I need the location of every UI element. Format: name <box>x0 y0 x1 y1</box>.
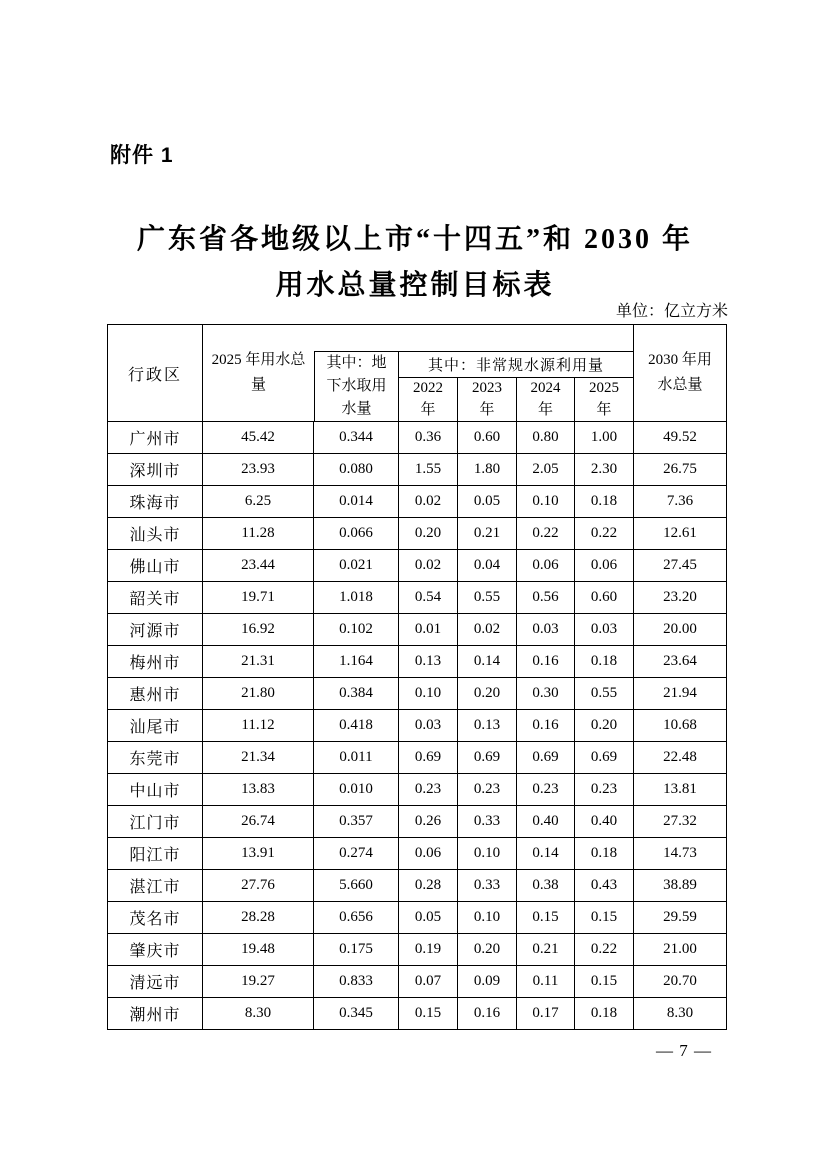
cell-y2025: 1.00 <box>575 422 634 454</box>
cell-y2023: 0.20 <box>458 678 517 710</box>
cell-y2023: 0.05 <box>458 486 517 518</box>
cell-total-2030: 49.52 <box>634 422 727 454</box>
cell-region: 韶关市 <box>108 582 203 614</box>
cell-total-2030: 8.30 <box>634 998 727 1030</box>
cell-y2025: 2.30 <box>575 454 634 486</box>
cell-y2022: 0.06 <box>399 838 458 870</box>
cell-total-2025: 21.31 <box>203 646 314 678</box>
cell-region: 汕尾市 <box>108 710 203 742</box>
cell-y2025: 0.06 <box>575 550 634 582</box>
cell-groundwater: 0.344 <box>314 422 399 454</box>
cell-total-2030: 22.48 <box>634 742 727 774</box>
header-groundwater: 其中：地下水取用水量 <box>314 352 399 422</box>
cell-total-2025: 8.30 <box>203 998 314 1030</box>
cell-region: 梅州市 <box>108 646 203 678</box>
cell-total-2025: 27.76 <box>203 870 314 902</box>
cell-region: 汕头市 <box>108 518 203 550</box>
cell-y2022: 0.15 <box>399 998 458 1030</box>
cell-y2025: 0.18 <box>575 838 634 870</box>
cell-region: 惠州市 <box>108 678 203 710</box>
cell-total-2025: 23.93 <box>203 454 314 486</box>
cell-groundwater: 1.018 <box>314 582 399 614</box>
cell-groundwater: 0.357 <box>314 806 399 838</box>
cell-y2022: 0.07 <box>399 966 458 998</box>
cell-groundwater: 0.010 <box>314 774 399 806</box>
cell-y2022: 0.02 <box>399 486 458 518</box>
cell-y2022: 0.01 <box>399 614 458 646</box>
cell-region: 中山市 <box>108 774 203 806</box>
cell-region: 湛江市 <box>108 870 203 902</box>
cell-total-2025: 21.34 <box>203 742 314 774</box>
cell-y2023: 0.21 <box>458 518 517 550</box>
cell-y2025: 0.18 <box>575 646 634 678</box>
cell-y2024: 2.05 <box>517 454 575 486</box>
cell-groundwater: 0.066 <box>314 518 399 550</box>
cell-groundwater: 5.660 <box>314 870 399 902</box>
cell-y2024: 0.16 <box>517 646 575 678</box>
unit-label: 单位：亿立方米 <box>615 303 728 320</box>
cell-y2023: 0.20 <box>458 934 517 966</box>
cell-total-2030: 27.32 <box>634 806 727 838</box>
cell-region: 江门市 <box>108 806 203 838</box>
cell-y2024: 0.14 <box>517 838 575 870</box>
cell-total-2025: 6.25 <box>203 486 314 518</box>
cell-y2023: 0.04 <box>458 550 517 582</box>
cell-groundwater: 0.021 <box>314 550 399 582</box>
cell-total-2030: 23.20 <box>634 582 727 614</box>
cell-y2022: 0.13 <box>399 646 458 678</box>
cell-total-2030: 26.75 <box>634 454 727 486</box>
cell-y2025: 0.43 <box>575 870 634 902</box>
water-target-table <box>107 324 727 1030</box>
header-unconventional: 其中：非常规水源利用量 <box>399 352 634 378</box>
cell-y2024: 0.40 <box>517 806 575 838</box>
cell-y2023: 0.09 <box>458 966 517 998</box>
cell-y2025: 0.40 <box>575 806 634 838</box>
cell-total-2030: 7.36 <box>634 486 727 518</box>
cell-y2024: 0.06 <box>517 550 575 582</box>
header-empty-strip <box>314 325 634 352</box>
cell-region: 佛山市 <box>108 550 203 582</box>
title-line-1: 广东省各地级以上市“十四五”和 2030 年 <box>136 224 693 255</box>
cell-y2024: 0.10 <box>517 486 575 518</box>
cell-y2025: 0.23 <box>575 774 634 806</box>
cell-y2024: 0.11 <box>517 966 575 998</box>
title-line-2: 用水总量控制目标表 <box>275 270 555 301</box>
cell-total-2025: 26.74 <box>203 806 314 838</box>
cell-y2024: 0.30 <box>517 678 575 710</box>
cell-y2023: 0.13 <box>458 710 517 742</box>
cell-region: 清远市 <box>108 966 203 998</box>
cell-region: 东莞市 <box>108 742 203 774</box>
cell-groundwater: 0.384 <box>314 678 399 710</box>
cell-y2022: 0.19 <box>399 934 458 966</box>
cell-y2023: 0.33 <box>458 870 517 902</box>
cell-total-2025: 13.83 <box>203 774 314 806</box>
cell-groundwater: 0.656 <box>314 902 399 934</box>
cell-y2022: 0.10 <box>399 678 458 710</box>
cell-total-2030: 10.68 <box>634 710 727 742</box>
cell-y2025: 0.20 <box>575 710 634 742</box>
cell-total-2030: 38.89 <box>634 870 727 902</box>
cell-region: 珠海市 <box>108 486 203 518</box>
cell-total-2030: 21.94 <box>634 678 727 710</box>
cell-y2022: 1.55 <box>399 454 458 486</box>
cell-total-2025: 19.27 <box>203 966 314 998</box>
cell-y2024: 0.15 <box>517 902 575 934</box>
cell-y2025: 0.60 <box>575 582 634 614</box>
cell-y2024: 0.38 <box>517 870 575 902</box>
cell-y2022: 0.26 <box>399 806 458 838</box>
cell-y2023: 0.23 <box>458 774 517 806</box>
cell-region: 深圳市 <box>108 454 203 486</box>
cell-y2023: 0.10 <box>458 838 517 870</box>
header-year-2025: 2025 年 <box>575 378 634 422</box>
cell-total-2030: 29.59 <box>634 902 727 934</box>
header-region: 行政区 <box>108 325 203 422</box>
cell-y2024: 0.23 <box>517 774 575 806</box>
cell-y2022: 0.02 <box>399 550 458 582</box>
cell-y2022: 0.69 <box>399 742 458 774</box>
cell-region: 潮州市 <box>108 998 203 1030</box>
cell-y2023: 0.55 <box>458 582 517 614</box>
cell-y2024: 0.80 <box>517 422 575 454</box>
cell-y2025: 0.22 <box>575 934 634 966</box>
cell-total-2030: 27.45 <box>634 550 727 582</box>
cell-total-2025: 21.80 <box>203 678 314 710</box>
cell-y2023: 0.14 <box>458 646 517 678</box>
cell-y2024: 0.17 <box>517 998 575 1030</box>
cell-groundwater: 0.011 <box>314 742 399 774</box>
cell-y2023: 1.80 <box>458 454 517 486</box>
cell-groundwater: 0.833 <box>314 966 399 998</box>
cell-y2022: 0.03 <box>399 710 458 742</box>
cell-y2022: 0.54 <box>399 582 458 614</box>
cell-groundwater: 0.102 <box>314 614 399 646</box>
cell-y2024: 0.16 <box>517 710 575 742</box>
cell-total-2030: 14.73 <box>634 838 727 870</box>
cell-region: 茂名市 <box>108 902 203 934</box>
cell-y2025: 0.15 <box>575 966 634 998</box>
cell-total-2025: 11.28 <box>203 518 314 550</box>
cell-region: 广州市 <box>108 422 203 454</box>
cell-y2025: 0.69 <box>575 742 634 774</box>
cell-total-2030: 20.70 <box>634 966 727 998</box>
document-title <box>104 217 726 309</box>
header-year-2024: 2024 年 <box>517 378 575 422</box>
cell-y2025: 0.22 <box>575 518 634 550</box>
attachment-label: 附件 1 <box>110 144 174 167</box>
cell-y2022: 0.23 <box>399 774 458 806</box>
cell-total-2030: 23.64 <box>634 646 727 678</box>
cell-total-2030: 20.00 <box>634 614 727 646</box>
cell-total-2030: 13.81 <box>634 774 727 806</box>
cell-y2024: 0.22 <box>517 518 575 550</box>
cell-total-2030: 21.00 <box>634 934 727 966</box>
header-total-2030: 2030 年用水总量 <box>634 325 727 422</box>
cell-y2022: 0.28 <box>399 870 458 902</box>
cell-y2024: 0.03 <box>517 614 575 646</box>
cell-y2022: 0.05 <box>399 902 458 934</box>
cell-y2023: 0.10 <box>458 902 517 934</box>
cell-y2024: 0.56 <box>517 582 575 614</box>
header-year-2022: 2022 年 <box>399 378 458 422</box>
cell-total-2025: 11.12 <box>203 710 314 742</box>
cell-total-2025: 16.92 <box>203 614 314 646</box>
cell-region: 肇庆市 <box>108 934 203 966</box>
cell-groundwater: 1.164 <box>314 646 399 678</box>
cell-y2023: 0.60 <box>458 422 517 454</box>
cell-total-2025: 13.91 <box>203 838 314 870</box>
cell-groundwater: 0.175 <box>314 934 399 966</box>
cell-groundwater: 0.014 <box>314 486 399 518</box>
cell-y2022: 0.36 <box>399 422 458 454</box>
cell-total-2025: 28.28 <box>203 902 314 934</box>
cell-groundwater: 0.274 <box>314 838 399 870</box>
cell-y2023: 0.33 <box>458 806 517 838</box>
cell-y2023: 0.16 <box>458 998 517 1030</box>
cell-region: 河源市 <box>108 614 203 646</box>
cell-total-2025: 19.48 <box>203 934 314 966</box>
cell-y2025: 0.18 <box>575 998 634 1030</box>
header-total-2025: 2025 年用水总量 <box>203 325 314 422</box>
cell-y2024: 0.21 <box>517 934 575 966</box>
cell-total-2025: 45.42 <box>203 422 314 454</box>
cell-groundwater: 0.080 <box>314 454 399 486</box>
cell-y2022: 0.20 <box>399 518 458 550</box>
cell-y2025: 0.55 <box>575 678 634 710</box>
cell-y2025: 0.03 <box>575 614 634 646</box>
cell-region: 阳江市 <box>108 838 203 870</box>
cell-y2025: 0.15 <box>575 902 634 934</box>
page-number: — 7 — <box>656 1041 712 1060</box>
cell-y2023: 0.69 <box>458 742 517 774</box>
cell-total-2025: 23.44 <box>203 550 314 582</box>
cell-total-2030: 12.61 <box>634 518 727 550</box>
cell-groundwater: 0.418 <box>314 710 399 742</box>
cell-y2023: 0.02 <box>458 614 517 646</box>
cell-y2025: 0.18 <box>575 486 634 518</box>
cell-total-2025: 19.71 <box>203 582 314 614</box>
header-year-2023: 2023 年 <box>458 378 517 422</box>
cell-groundwater: 0.345 <box>314 998 399 1030</box>
cell-y2024: 0.69 <box>517 742 575 774</box>
